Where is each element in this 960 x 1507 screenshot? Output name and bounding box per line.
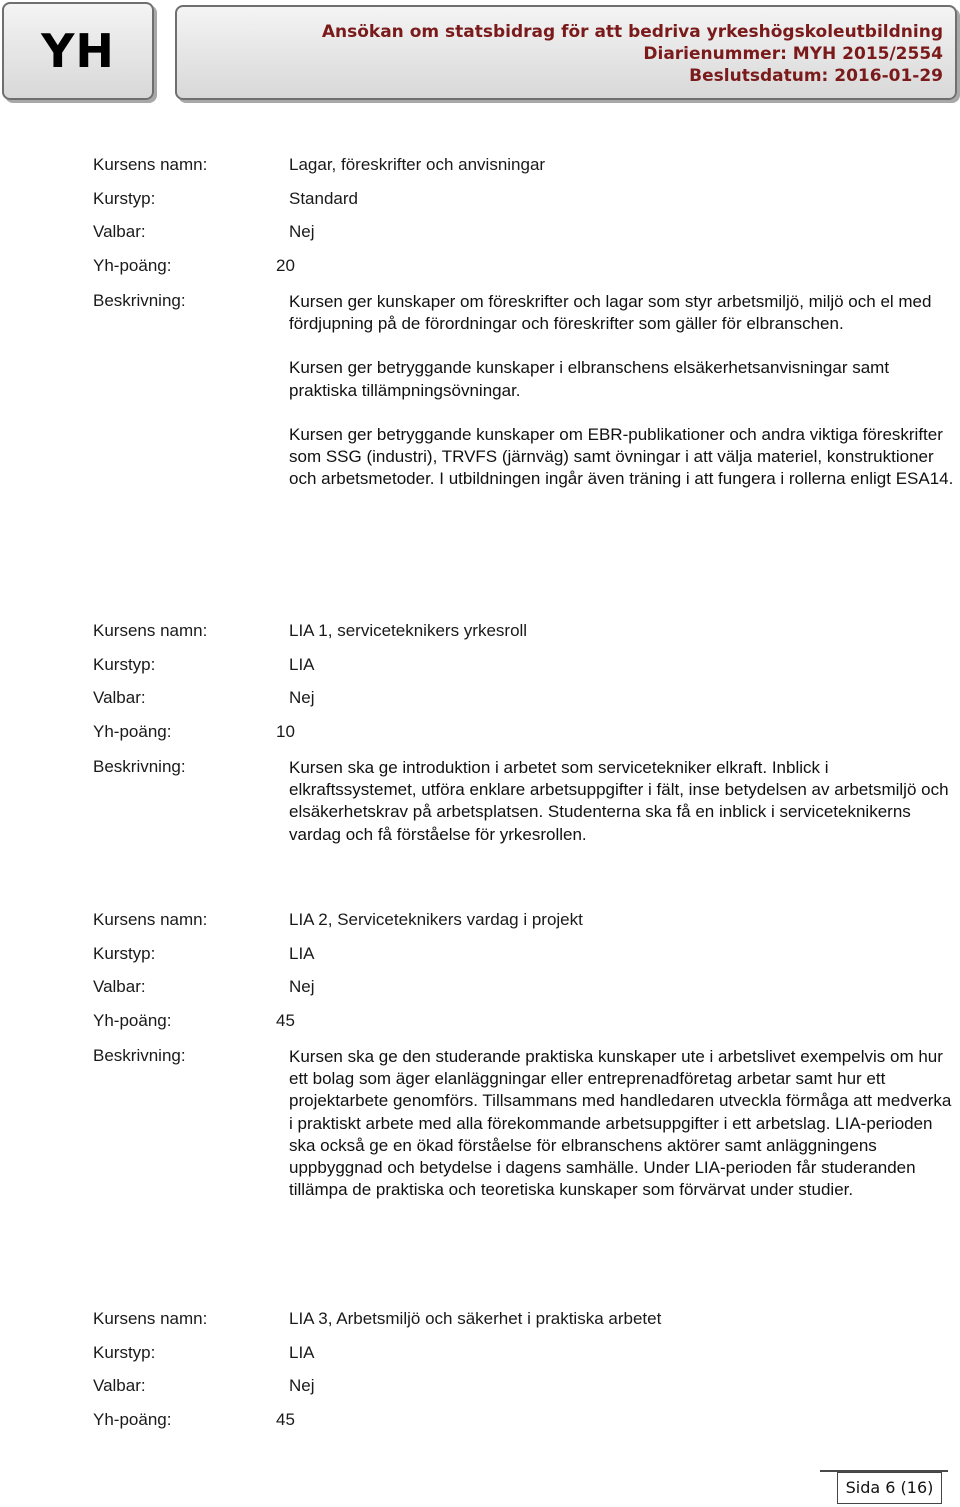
course-name-row: [93, 910, 955, 944]
course-type-row: [93, 944, 955, 978]
description-paragraph: Kursen ger betryggande kunskaper om EBR-publikationer och andra viktiga föreskrifter som SSG (industri), TRVFS (järnväg) samt övningar i att välja materiel, konstruktioner och arbetsmetoder. I utbildningen ingår även träning i att fungera i rollerna enligt ESA14.: [289, 424, 954, 489]
course-points-row: [93, 256, 955, 290]
course-block: [93, 910, 955, 1201]
course-optional: Nej: [289, 688, 315, 707]
course-points: 10: [276, 721, 295, 741]
course-points-label: Yh-poäng:: [93, 721, 172, 741]
course-description-label: Beskrivning:: [93, 1046, 186, 1065]
course-block: [93, 621, 955, 846]
document-header: [175, 5, 957, 100]
course-optional-label: Valbar:: [93, 1376, 146, 1395]
course-name-label: Kursens namn:: [93, 910, 208, 929]
course-name: Lagar, föreskrifter och anvisningar: [289, 155, 546, 174]
course-block: [93, 155, 955, 490]
course-optional: Nej: [289, 1376, 315, 1395]
course-name-label: Kursens namn:: [93, 1309, 208, 1328]
logo-box: [2, 2, 154, 100]
course-points: 20: [276, 255, 295, 275]
course-optional: Nej: [289, 977, 315, 996]
course-type-label: Kurstyp:: [93, 188, 156, 208]
description-paragraph: Kursen ska ge introduktion i arbetet som servicetekniker elkraft. Inblick i elkraftssystemet, utföra enklare arbetsuppgifter i fält, inse betydelsen av arbetsmiljö och elsäkerhetskrav på arbetsplatsen. Studenterna ska få en inblick i serviceteknikerns vardag och få förståelse för yrkesrollen.: [289, 758, 949, 844]
course-name: LIA 3, Arbetsmiljö och säkerhet i praktiska arbetet: [289, 1309, 662, 1328]
decision-date: Beslutsdatum: 2016-01-29: [689, 66, 943, 86]
course-description: [289, 291, 955, 490]
document-title: Ansökan om statsbidrag för att bedriva yrkeshögskoleutbildning: [321, 22, 943, 42]
course-optional-label: Valbar:: [93, 688, 146, 707]
course-type-row: [93, 189, 955, 223]
course-optional-row: [93, 977, 955, 1011]
course-optional: Nej: [289, 222, 315, 241]
course-description-label: Beskrivning:: [93, 291, 186, 310]
course-optional-label: Valbar:: [93, 222, 146, 241]
course-optional-row: [93, 1376, 955, 1410]
course-type: Standard: [289, 188, 358, 208]
course-description-row: [93, 1046, 955, 1201]
course-points: 45: [276, 1010, 295, 1030]
course-name-label: Kursens namn:: [93, 155, 208, 174]
course-name: LIA 2, Serviceteknikers vardag i projekt: [289, 910, 583, 929]
course-type: LIA: [289, 1342, 315, 1362]
course-type-row: [93, 1343, 955, 1377]
course-type: LIA: [289, 654, 315, 674]
course-name-label: Kursens namn:: [93, 621, 208, 640]
course-points-label: Yh-poäng:: [93, 1010, 172, 1030]
course-points: 45: [276, 1409, 295, 1429]
registration-number: Diarienummer: MYH 2015/2554: [643, 44, 943, 64]
course-name: LIA 1, serviceteknikers yrkesroll: [289, 621, 528, 640]
course-description: [289, 1046, 955, 1201]
page-number: Sida 6 (16): [837, 1472, 942, 1504]
course-type-label: Kurstyp:: [93, 943, 156, 963]
course-points-row: [93, 722, 955, 756]
course-optional-label: Valbar:: [93, 977, 146, 996]
course-type: LIA: [289, 943, 315, 963]
course-type-label: Kurstyp:: [93, 654, 156, 674]
course-optional-row: [93, 222, 955, 256]
course-type-row: [93, 655, 955, 689]
course-points-row: [93, 1011, 955, 1045]
course-points-label: Yh-poäng:: [93, 255, 172, 275]
course-description-row: [93, 291, 955, 490]
description-paragraph: Kursen ger betryggande kunskaper i elbranschens elsäkerhetsanvisningar samt praktiska tillämpningsövningar.: [289, 358, 890, 400]
description-paragraph: Kursen ger kunskaper om föreskrifter och lagar som styr arbetsmiljö, miljö och el med fördjupning på de förordningar och föreskrifter som gäller för elbranschen.: [289, 292, 932, 334]
course-name-row: [93, 1309, 955, 1343]
course-type-label: Kurstyp:: [93, 1342, 156, 1362]
description-paragraph: Kursen ska ge den studerande praktiska kunskaper ute i arbetslivet exempelvis om hur ett bolag som äger elanläggningar eller entreprenadföretag arbetar samt hur ett projektarbete genomförs. Tillsammans med handledaren utveckla förmåga att medverka i praktiskt arbete med alla förekommande arbetsuppgifter i ett arbetslag. LIA-perioden ska också ge en ökad förståelse för elbranschens aktörer samt anläggningens uppbyggnad och betydelse i dagens samhälle. Under LIA-perioden får studeranden tillämpa de praktiska och teoretiska kunskaper som förvärvat under studier.: [289, 1047, 952, 1200]
course-points-label: Yh-poäng:: [93, 1409, 172, 1429]
course-name-row: [93, 155, 955, 189]
yh-logo: YH: [41, 24, 115, 78]
course-points-row: [93, 1410, 955, 1444]
course-name-row: [93, 621, 955, 655]
course-description-label: Beskrivning:: [93, 757, 186, 776]
course-block: [93, 1309, 955, 1443]
course-description: [289, 757, 955, 846]
course-description-row: [93, 757, 955, 846]
course-optional-row: [93, 688, 955, 722]
